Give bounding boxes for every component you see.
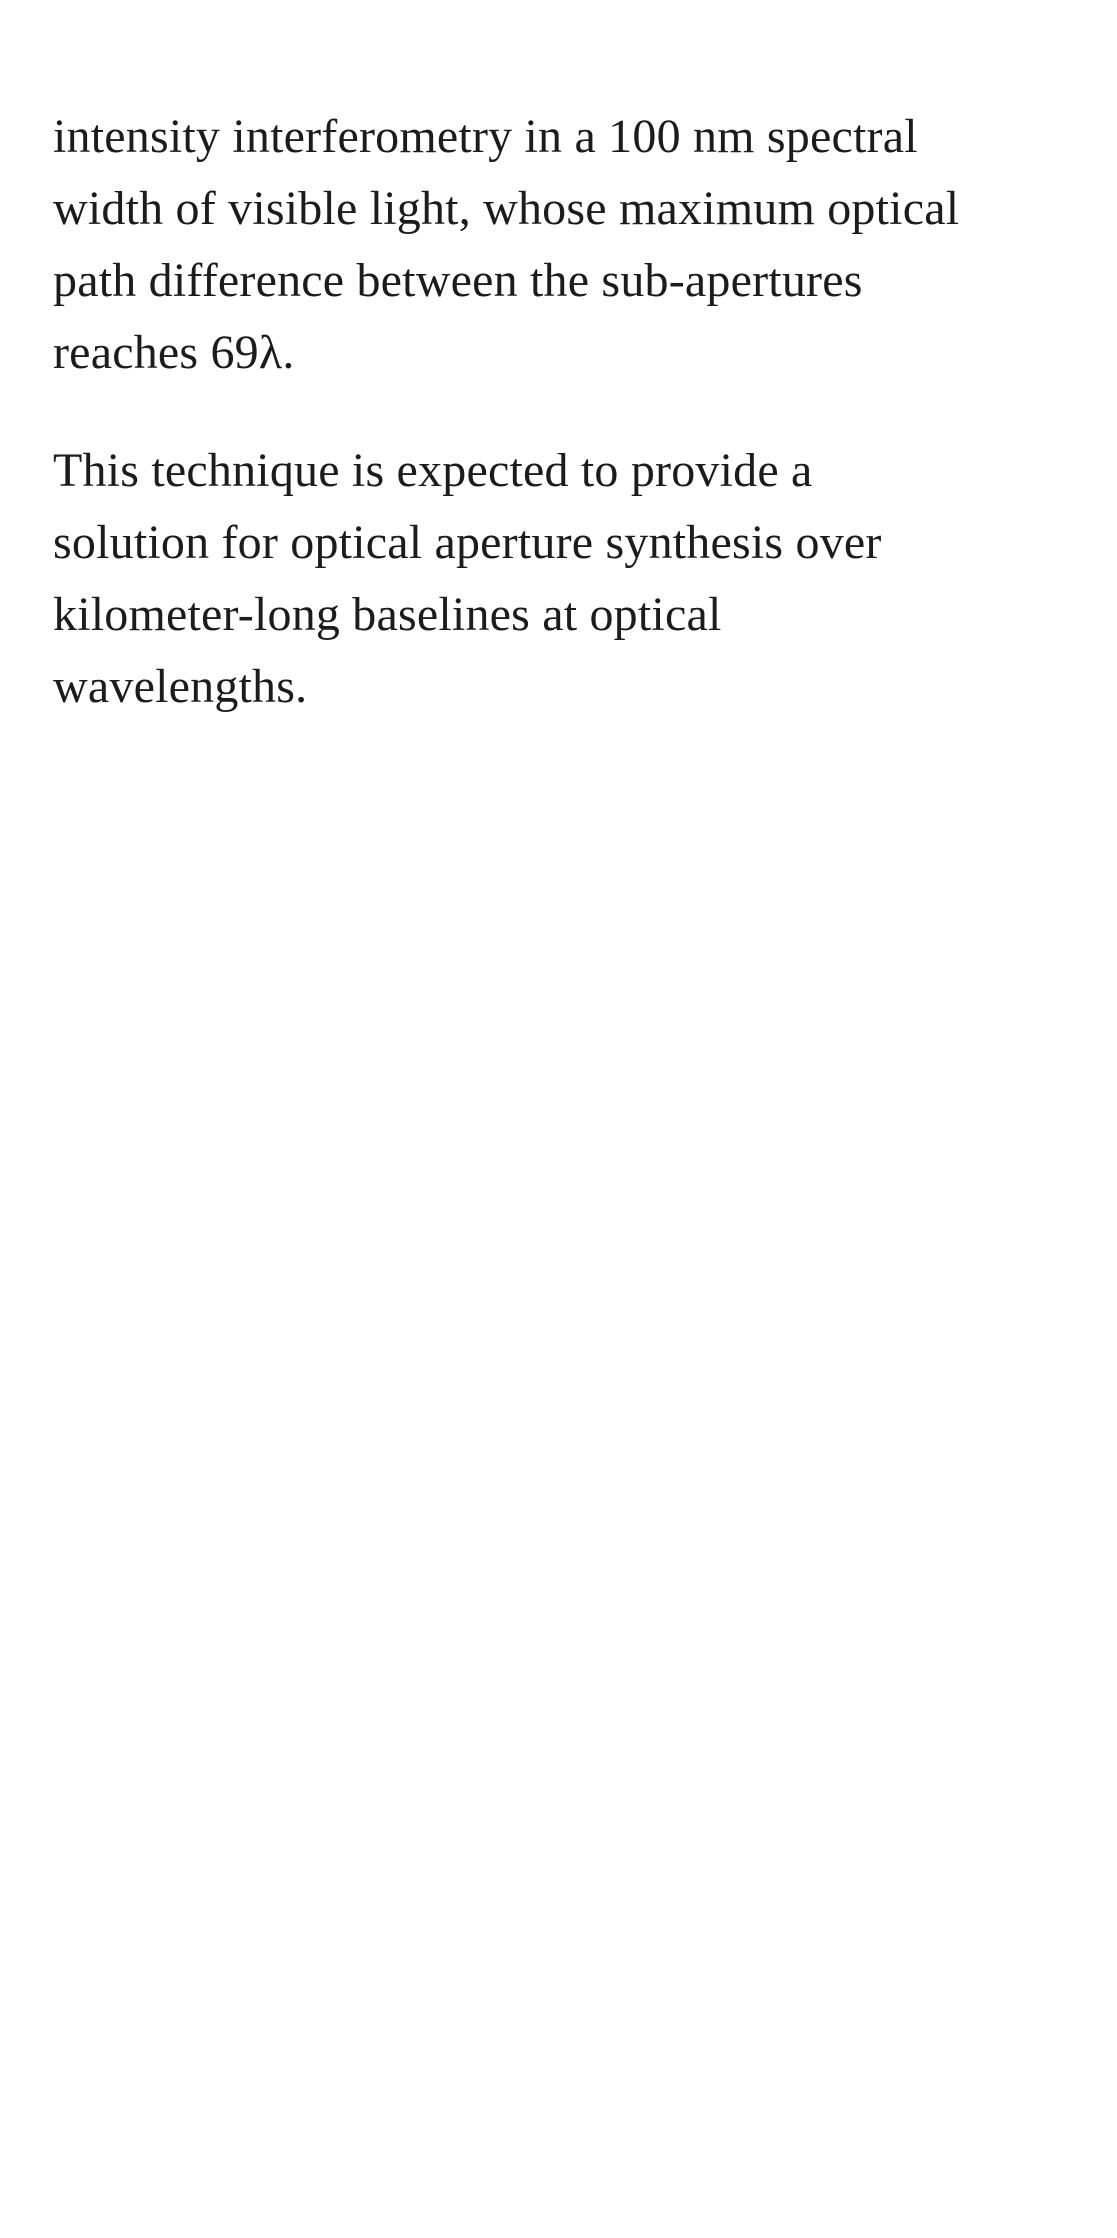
text-line: wavelengths. bbox=[53, 660, 308, 713]
text-line: intensity interferometry in a 100 nm spectral bbox=[53, 110, 918, 163]
text-line: solution for optical aperture synthesis over bbox=[53, 516, 882, 569]
text-line: This technique is expected to provide a bbox=[53, 444, 813, 497]
text-line: width of visible light, whose maximum optical bbox=[53, 182, 960, 235]
paragraph bbox=[53, 435, 1087, 723]
paragraph bbox=[53, 101, 1087, 389]
text-line: reaches 69λ. bbox=[53, 326, 295, 379]
text-line: kilometer-long baselines at optical bbox=[53, 588, 722, 641]
text-line: path difference between the sub-apertures bbox=[53, 254, 863, 307]
